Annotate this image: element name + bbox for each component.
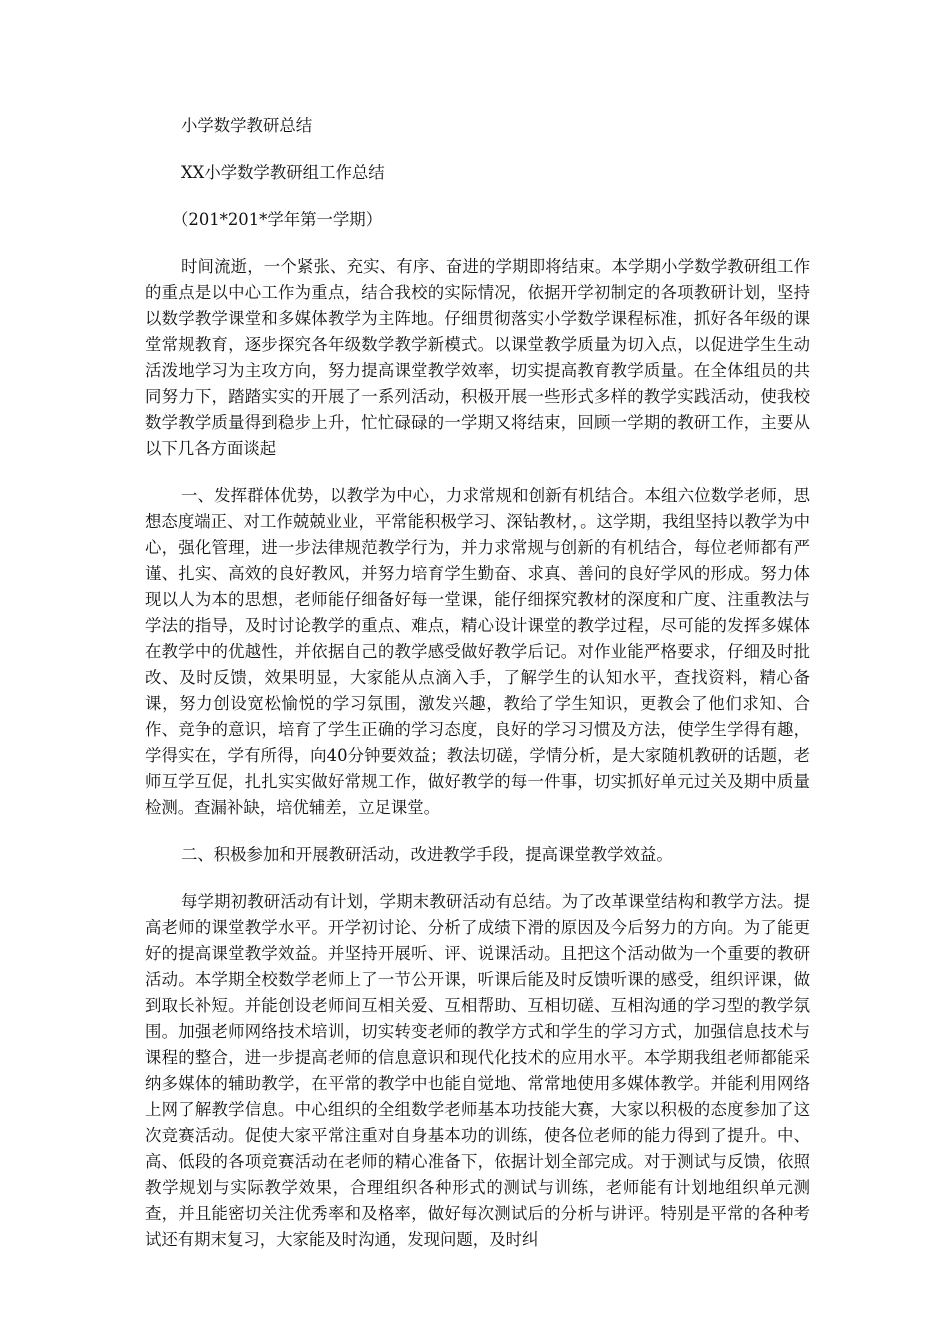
document-subtitle: XX小学数学教研组工作总结 [181, 163, 385, 182]
paragraph-section-one: 一、发挥群体优势，以教学为中心，力求常规和创新有机结合。本组六位数学老师，思想态度端正、对工作兢兢业业，平常能积极学习、深钻教材，。这学期，我组坚持以教学为中心，强化管理，进一步法律规范教学行为，并力求常规与创新的有机结合，每位老师都有严谨、扎实、高效的良好教风，并努力培育学生勤奋、求真、善问的良好学风的形成。努力体现以人为本的思想，老师能仔细备好每一堂课，能仔细探究教材的深度和广度、注重教法与学法的指导，及时讨论教学的重点、难点，精心设计课堂的教学过程，尽可能的发挥多媒体在教学中的优越性，并依据自己的教学感受做好教学后记。对作业能严格要求，仔细及时批改、及时反馈，效果明显，大家能从点滴入手，了解学生的认知水平，查找资料，精心备课，努力创设宽松愉悦的学习氛围，激发兴趣，教给了学生知识，更教会了他们求知、合作、竞争的意识，培育了学生正确的学习态度，良好的学习习惯及方法，使学生学得有趣，学得实在，学有所得，向40分钟要效益；教法切磋，学情分析，是大家随机教研的话题，老师互学互促，扎扎实实做好常规工作，做好教学的每一件事，切实抓好单元过关及期中质量检测。查漏补缺，培优辅差，立足课堂。 [145, 486, 810, 817]
paragraph-section-two-body: 每学期初教研活动有计划，学期末教研活动有总结。为了改革课堂结构和教学方法。提高老师的课堂教学水平。开学初讨论、分析了成绩下滑的原因及今后努力的方向。为了能更好的提高课堂教学效益。并坚持开展听、评、说课活动。且把这个活动做为一个重要的教研活动。本学期全校数学老师上了一节公开课，听课后能及时反馈听课的感受，组织评课，做到取长补短。并能创设老师间互相关爱、互相帮助、互相切磋、互相沟通的学习型的教学氛围。加强老师网络技术培训，切实转变老师的教学方式和学生的学习方式，加强信息技术与课程的整合，进一步提高老师的信息意识和现代化技术的应用水平。本学期我组老师都能采纳多媒体的辅助教学，在平常的教学中也能自觉地、常常地使用多媒体教学。并能利用网络上网了解教学信息。中心组织的全组数学老师基本功技能大赛，大家以积极的态度参加了这次竞赛活动。促使大家平常注重对自身基本功的训练，使各位老师的能力得到了提升。中、高、低段的各项竞赛活动在老师的精心准备下，依据计划全部完成。对于测试与反馈，依照教学规划与实际教学效果，合理组织各种形式的测试与训练，老师能有计划地组织单元测查，并且能密切关注优秀率和及格率，做好每次测试后的分析与讲评。特别是平常的各种考试还有期末复习，大家能及时沟通，发现问题，及时纠 [145, 892, 810, 1249]
paragraph-section-two-heading: 二、积极参加和开展教研活动，改进教学手段，提高课堂教学效益。 [181, 845, 673, 864]
document-term: （201*201*学年第一学期） [172, 210, 383, 229]
paragraph-intro: 时间流逝，一个紧张、充实、有序、奋进的学期即将结束。本学期小学数学教研组工作的重点是以中心工作为重点，结合我校的实际情况，依据开学初制定的各项教研计划，坚持以数学教学课堂和多媒体教学为主阵地。仔细贯彻落实小学数学课程标准，抓好各年级的课堂常规教育，逐步探究各年级数学教学新模式。以课堂教学质量为切入点，以促进学生生动活泼地学习为主攻方向，努力提高课堂教学效率，切实提高教育教学质量。在全体组员的共同努力下，踏踏实实的开展了一系列活动，积极开展一些形式多样的教学实践活动，使我校数学教学质量得到稳步上升，忙忙碌碌的一学期又将结束，回顾一学期的教研工作，主要从以下几各方面谈起 [145, 257, 810, 458]
document-body [145, 113, 810, 1253]
document-title: 小学数学教研总结 [181, 116, 313, 135]
